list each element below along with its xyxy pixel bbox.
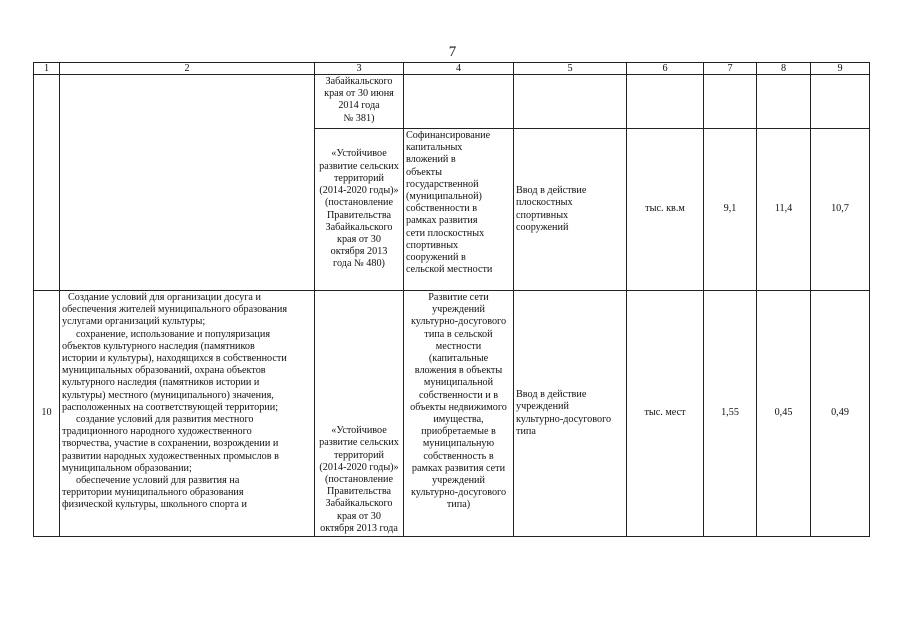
header-col-9: 9 [811,63,870,75]
cell-row-number-empty [34,75,60,291]
text-line: рамках развития сети [411,462,506,474]
table-header-row [34,63,870,75]
text-line: (муниципальной) [406,191,482,203]
text-line: сельской местности [406,264,493,276]
text-line: культурного наследия (памятников истории и [62,377,260,389]
cell-indicator [514,291,627,537]
text-line: (2014-2020 годы)» [319,185,399,197]
cell-activity [404,129,514,291]
text-line: (капитальные [428,353,489,365]
text-line: вложения в объекты [414,365,503,377]
text-line: сохранение, использование и популяризация [76,328,270,340]
cell-indicator [514,129,627,291]
text-line: Ввод в действие [516,185,587,197]
text-line: Правительства [326,486,392,498]
text-line: обеспечения жителей муниципального образования [62,304,287,316]
text-line: учреждений [432,475,485,487]
text-line: физической культуры, школьного спорта и [62,499,247,511]
table-row-10 [34,291,870,537]
cell-value-col8: 11,4 [757,129,811,291]
text-line: территорий [333,172,385,184]
text-line: объектов культурного наследия (памятников [62,340,255,352]
text-line: (постановление [324,197,394,209]
text-line: развитие сельских [319,160,399,172]
cell-row-number: 10 [34,291,60,537]
cell-unit: тыс. мест [627,291,704,537]
text-line: сети плоскостных [406,227,485,239]
text-line: приобретаемые в [421,426,496,438]
header-col-1: 1 [34,63,60,75]
text-line: типа) [446,499,471,511]
cell-empty [704,75,757,129]
table-row-continuation [34,75,870,129]
text-line: культурно-досугового [410,316,507,328]
text-line: обеспечение условий для развития на [76,475,240,487]
cell-objective-empty [60,75,315,291]
text-line: края от 30 июня [324,88,394,100]
text-line: культурно-досугового [410,487,507,499]
text-line: вложений в [406,154,456,166]
text-line: «Устойчивое [331,148,387,160]
text-line: типа [516,425,536,437]
text-line: Забайкальского [325,76,393,87]
cell-program-continuation [315,75,404,129]
text-line: рамках развития [406,215,478,227]
cell-value-col8: 0,45 [757,291,811,537]
text-line: (постановление [324,473,394,485]
text-line: Развитие сети [428,292,489,303]
text-line: территории муниципального образования [62,487,244,499]
text-line: муниципальном образовании; [62,462,192,474]
indicators-table [33,62,870,537]
text-line: Забайкальского [325,498,393,510]
cell-empty [627,75,704,129]
text-line: местности [435,340,482,352]
text-line: традиционного народного художественного [62,426,252,438]
text-line: развитии народных художественных промыслов в [62,450,279,462]
text-line: сооружений [516,221,569,233]
text-line: объекты недвижимого [410,401,507,413]
text-line: края от 30 [337,510,381,522]
cell-value-col7: 9,1 [704,129,757,291]
header-col-3: 3 [315,63,404,75]
cell-value-col9: 10,7 [811,129,870,291]
header-col-4: 4 [404,63,514,75]
cell-empty [811,75,870,129]
cell-objective [60,291,315,537]
text-line: услугами организаций культуры; [62,316,206,328]
text-line: октября 2013 года [320,522,398,534]
text-line: муниципальной [423,377,494,389]
text-line: № 381) [343,112,375,124]
text-line: творчества, участие в сохранении, возрождении и [62,438,279,450]
text-line: создание условий для развития местного [76,414,254,426]
text-line: учреждений [432,304,485,316]
text-line: Правительства [326,209,392,221]
header-col-2: 2 [60,63,315,75]
text-line: типа в сельской [424,328,493,340]
cell-program [315,129,404,291]
text-line: учреждений [516,401,569,413]
header-col-6: 6 [627,63,704,75]
text-line: Софинансирование [406,130,491,141]
text-line: собственность в [423,450,494,462]
text-line: истории и культуры), находящихся в собственности [62,353,287,365]
text-line: собственности в [406,203,478,215]
text-line: спортивных [406,239,459,251]
text-line: Создание условий для организации досуга и [68,292,261,303]
text-line: муниципальную [422,438,495,450]
text-line: имущества, [433,414,484,426]
text-line: Забайкальского [325,221,393,233]
text-line: плоскостных [516,197,573,209]
header-col-5: 5 [514,63,627,75]
text-line: территорий [333,449,385,461]
cell-value-col7: 1,55 [704,291,757,537]
cell-empty [757,75,811,129]
text-line: культуры) местного (муниципального) значения, [62,389,274,401]
text-line: спортивных [516,209,569,221]
page-number: 7 [448,44,457,60]
text-line: Ввод в действие [516,389,587,401]
cell-empty [514,75,627,129]
text-line: года № 480) [333,258,385,270]
text-line: (2014-2020 годы)» [319,461,399,473]
cell-value-col9: 0,49 [811,291,870,537]
cell-empty [404,75,514,129]
text-line: собственности и в [418,389,499,401]
text-line: развитие сельских [319,437,399,449]
header-col-8: 8 [757,63,811,75]
text-line: октября 2013 [330,246,388,258]
cell-activity [404,291,514,537]
text-line: капитальных [406,142,463,154]
text-line: муниципальных образований, охрана объектов [62,365,266,377]
text-line: расположенных на соответствующей территории; [62,401,279,413]
text-line: объекты [406,166,442,178]
text-line: 2014 года [338,100,380,112]
text-line: «Устойчивое [331,425,387,437]
cell-unit: тыс. кв.м [627,129,704,291]
text-line: края от 30 [337,233,381,245]
cell-program [315,291,404,537]
text-line: государственной [406,178,479,190]
text-line: культурно-досугового [516,413,612,425]
header-col-7: 7 [704,63,757,75]
text-line: сооружений в [406,252,466,264]
